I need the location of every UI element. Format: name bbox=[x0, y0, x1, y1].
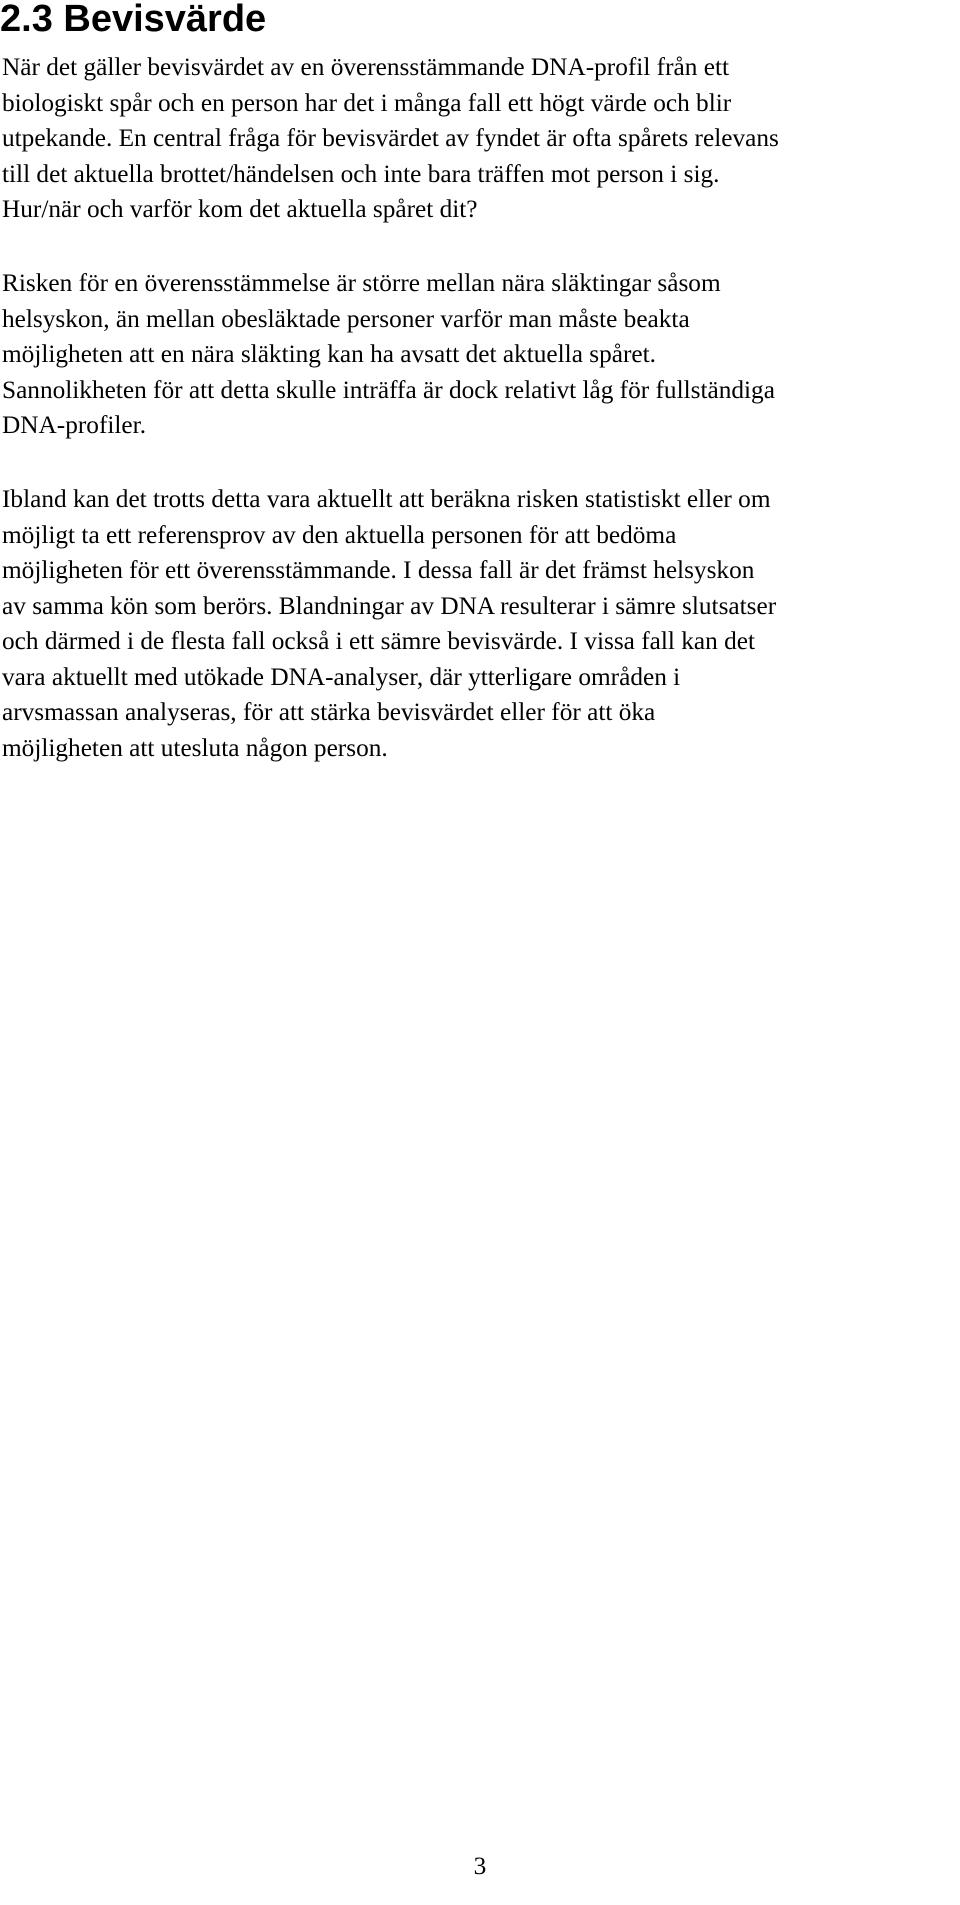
paragraph-line: Sannolikheten för att detta skulle inträffa är dock relativt låg för fullständiga bbox=[2, 375, 775, 404]
section-heading: 2.3 Bevisvärde bbox=[0, 0, 267, 40]
paragraph-line: När det gäller bevisvärdet av en överensstämmande DNA-profil från ett bbox=[2, 53, 730, 81]
page-number: 3 bbox=[473, 1852, 487, 1880]
paragraph-line: Ibland kan det trotts detta vara aktuellt att beräkna risken statistiskt eller om bbox=[2, 485, 771, 513]
paragraph-3 bbox=[2, 482, 958, 766]
paragraph-line: arvsmassan analyseras, för att stärka bevisvärdet eller för att öka bbox=[2, 698, 656, 726]
paragraph-line: möjligheten att utesluta någon person. bbox=[2, 733, 388, 762]
paragraph-1 bbox=[2, 50, 958, 228]
paragraph-line: vara aktuellt med utökade DNA-analyser, där ytterligare områden i bbox=[2, 662, 681, 691]
paragraph-line: möjligt ta ett referensprov av den aktuella personen för att bedöma bbox=[2, 520, 677, 549]
paragraph-line: av samma kön som berörs. Blandningar av DNA resulterar i sämre slutsatser bbox=[2, 591, 777, 620]
paragraph-line: biologiskt spår och en person har det i många fall ett högt värde och blir bbox=[2, 88, 732, 117]
paragraph-line: helsyskon, än mellan obesläktade personer varför man måste beakta bbox=[2, 304, 690, 333]
paragraph-line: och därmed i de flesta fall också i ett sämre bevisvärde. I vissa fall kan det bbox=[2, 627, 756, 655]
paragraph-line: utpekande. En central fråga för bevisvärdet av fyndet är ofta spårets relevans bbox=[2, 124, 779, 152]
paragraph-line: DNA-profiler. bbox=[2, 411, 147, 439]
paragraph-2 bbox=[2, 266, 958, 444]
paragraph-line: möjligheten för ett överensstämmande. I dessa fall är det främst helsyskon bbox=[2, 556, 755, 584]
paragraph-line: Hur/när och varför kom det aktuella spåret dit? bbox=[2, 195, 478, 223]
paragraph-line: Risken för en överensstämmelse är större mellan nära släktingar såsom bbox=[2, 269, 721, 297]
paragraph-line: till det aktuella brottet/händelsen och inte bara träffen mot person i sig. bbox=[2, 159, 720, 188]
paragraph-line: möjligheten att en nära släkting kan ha avsatt det aktuella spåret. bbox=[2, 340, 656, 368]
